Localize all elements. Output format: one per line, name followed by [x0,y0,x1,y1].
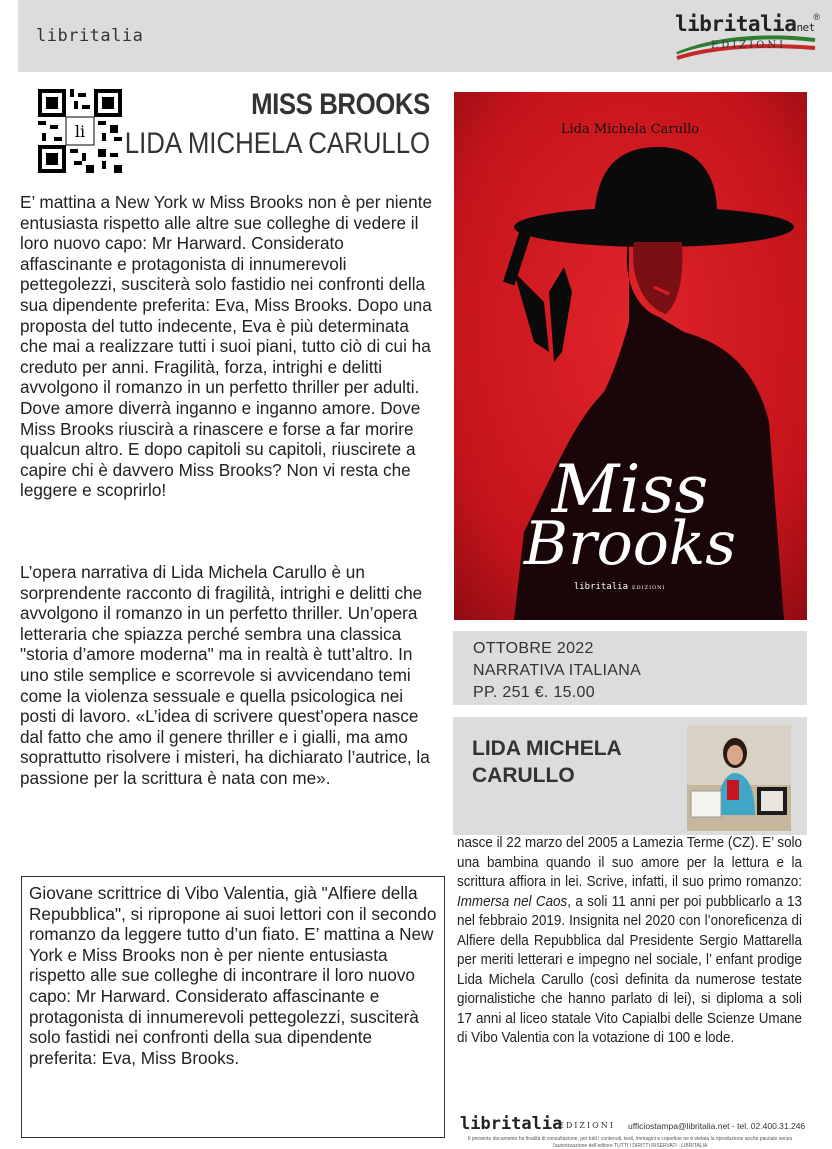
highlight-box [21,876,445,1138]
description-paragraph-1: E’ mattina a New York w Miss Brooks non è per niente entusiasta rispetto alle altre sue colleghe di vedere il loro nuovo capo: Mr Harward. Considerato affascinante e protagonista di innumerevoli pettegolezzi, susciterà solo fastidio nei confronti della sua dipendente preferita: Eva, Miss Brooks. Dopo una proposta del tutto indecente, Eva è più determinata che mai a realizzare tutti i suoi piani, tutto ciò di cui ha creduto per anni. Fragilità, forza, intrighi e delitti avvolgono il romanzo in un perfetto thriller per adulti. Dove amore diverrà inganno e inganno amore. Dove Miss Brooks riuscirà a rinascere e forse a far morire qualcun altro. E dopo capitoli su capitoli, riuscirete a capire chi è davvero Miss Brooks? Non vi resta che leggere e scoprirlo! [20,192,433,501]
author-bio-text: nasce il 22 marzo del 2005 a Lamezia Terme (CZ). E’ solo una bambina quando il suo amore per la lettura e la scrittura affiora in lei. Scrive, infatti, il suo primo romanzo: Immersa nel Caos, a soli 11 anni per poi pubblicarlo a 13 nel febbraio 2019. Insignita nel 2020 con l’onoreficenza di Alfiere della Repubblica dal Presidente Sergio Mattarella per meriti letterari e impegno nel sociale, l’ enfant prodige Lida Michela Carullo (così definita da numerose testate giornalistiche che hanno parlato di lei), si diploma a soli 17 anni al liceo statale Vito Capialbi delle Scienze Umane di Vibo Valentia con la votazione di 100 e lode. [457,835,802,1046]
publication-date: OTTOBRE 2022 [473,640,594,657]
highlight-box-text: Giovane scrittrice di Vibo Valentia, già "Alfiere della Repubblica", si ripropone ai suoi lettori con il secondo romanzo da leggere tutto d’un fiato. E’ mattina a New York e Miss Brooks non è per niente entusiasta rispetto alle sue colleghe di incontrare il loro nuovo capo: Mr Harward. Considerato affascinante e protagonista di innumerevoli pettegolezzi, susciterà solo fastidi nei confronti della sua dipendente preferita: Eva, Miss Brooks. [29,883,437,1068]
svg-text:Lida Michela Carullo: Lida Michela Carullo [560,122,700,137]
header-bar [18,0,832,72]
svg-text:EDIZIONI: EDIZIONI [632,585,666,591]
qr-code[interactable] [38,89,122,173]
author-photo [687,725,791,831]
pages-price: PP. 251 €. 15.00 [473,684,595,701]
footer-edizioni: EDIZIONI [558,1121,615,1130]
libritalia-logo: libritalianet ® EDIZIONI [675,12,820,62]
book-title: MISS BROOKS [251,88,430,121]
book-cover-image [454,92,807,620]
publication-genre: NARRATIVA ITALIANA [473,662,642,679]
publication-info [453,631,807,705]
footer-brand: libritalia [460,1114,563,1134]
header-brand: libritalia [36,26,144,46]
svg-text:Miss: Miss [551,451,709,528]
footer-disclaimer: Il presente documento ha finalità di consultazione, per tutti i contenuti, testi, immagini e copertine ne è vietata la riproduzione anche parziale senza l’autorizzazione dell’editore TUTTI I DIRITTI RISERVATI - LIBRITALIA [467,1136,793,1149]
svg-text:Brooks: Brooks [523,509,737,579]
book-author: LIDA MICHELA CARULLO [124,127,430,160]
svg-text:libritalia: libritalia [573,582,628,592]
description-paragraph-2: L’opera narrativa di Lida Michela Carullo è un sorprendente racconto di fragilità, intrighi e delitti che avvolgono il romanzo in un perfetto thriller. Un’opera letteraria che spiazza perché sembra una classica "storia d’amore moderna" ma in realtà è tutt’altro. In uno stile semplice e scorrevole si avvicendano temi come la violenza sessuale e quella psicologica nei posti di lavoro. «L’idea di scrivere quest’opera nasce dal fatto che amo il genere thriller e i gialli, ma amo soprattutto risolvere i misteri, ha dichiarato l’autrice, la passione per la scrittura è nata con me». [20,562,430,788]
author-bio-header [453,717,807,835]
footer-contact[interactable]: ufficiostampa@libritalia.net - tel. 02.400.31.246 [628,1121,806,1131]
svg-text:li: li [74,122,86,141]
author-name: LIDA MICHELA CARULLO [472,737,622,787]
